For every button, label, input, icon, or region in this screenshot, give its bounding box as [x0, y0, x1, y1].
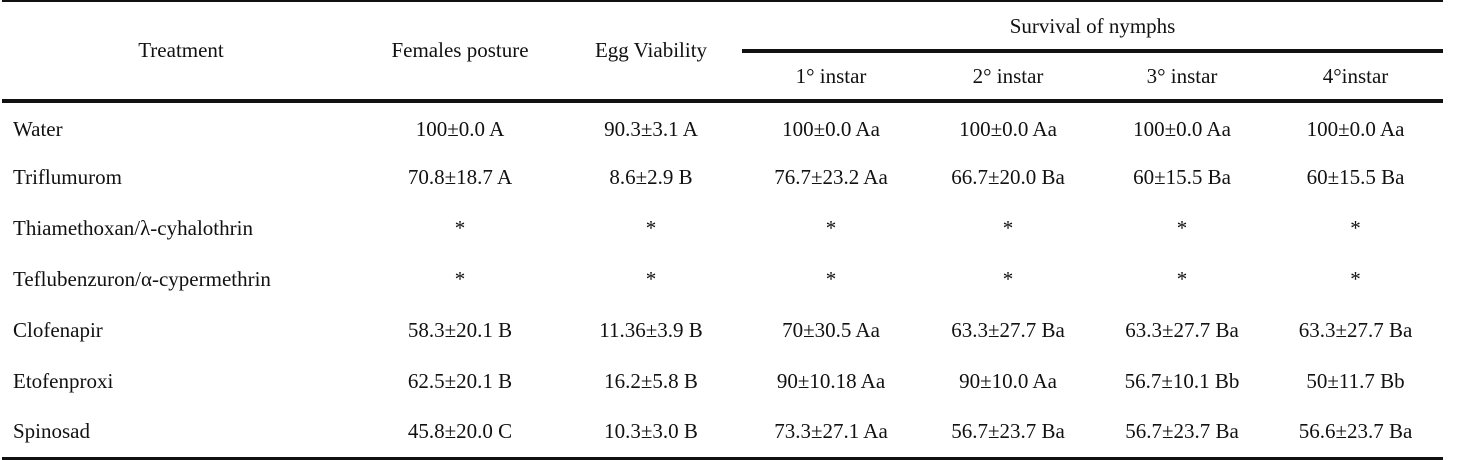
table-row — [2, 152, 1443, 203]
cell-egg-viability: 10.3±3.0 B — [560, 407, 742, 458]
cell-instar-4: 63.3±27.7 Ba — [1298, 318, 1413, 342]
header-instar-1: 1° instar — [742, 51, 920, 101]
cell-instar-1: 90±10.18 Aa — [776, 369, 886, 393]
header-females-posture: Females posture — [360, 1, 560, 101]
table-header — [2, 1, 1443, 101]
table-row — [2, 407, 1443, 458]
cell-instar-1: 70±30.5 Aa — [782, 318, 880, 342]
cell-instar-1: 73.3±27.1 Aa — [742, 407, 920, 458]
header-row-top — [2, 1, 1443, 51]
cell-instar-3: 100±0.0 Aa — [1133, 117, 1231, 141]
cell-instar-2: * — [1002, 267, 1014, 291]
cell-females-posture: * — [454, 267, 466, 291]
cell-females-posture: * — [454, 216, 466, 240]
cell-instar-3: * — [1176, 267, 1188, 291]
table-row — [2, 254, 1443, 305]
cell-instar-3: 56.7±10.1 Bb — [1124, 369, 1240, 393]
cell-females-posture: 58.3±20.1 B — [407, 318, 513, 342]
cell-instar-2: 66.7±20.0 Ba — [951, 165, 1065, 189]
header-treatment: Treatment — [2, 1, 360, 101]
cell-instar-1: * — [825, 267, 837, 291]
table-row — [2, 356, 1443, 407]
header-instar-2: 2° instar — [920, 51, 1096, 101]
cell-treatment: Teflubenzuron/α-cypermethrin — [13, 267, 271, 291]
table-row — [2, 101, 1443, 152]
cell-instar-3: 56.7±23.7 Ba — [1096, 407, 1268, 458]
header-egg-viability: Egg Viability — [560, 1, 742, 101]
cell-instar-2: 56.7±23.7 Ba — [920, 407, 1096, 458]
cell-instar-2: 63.3±27.7 Ba — [951, 318, 1065, 342]
cell-treatment: Spinosad — [2, 407, 360, 458]
cell-females-posture: 45.8±20.0 C — [360, 407, 560, 458]
cell-instar-2: 100±0.0 Aa — [959, 117, 1057, 141]
cell-females-posture: 100±0.0 A — [415, 117, 505, 141]
table-row — [2, 203, 1443, 254]
table-body — [2, 101, 1443, 458]
results-table — [2, 0, 1443, 460]
cell-females-posture: 62.5±20.1 B — [407, 369, 513, 393]
header-survival-of-nymphs: Survival of nymphs — [742, 1, 1443, 51]
header-instar-4: 4°instar — [1268, 51, 1443, 101]
cell-egg-viability: 8.6±2.9 B — [609, 165, 693, 189]
cell-treatment: Thiamethoxan/λ-cyhalothrin — [13, 216, 253, 240]
cell-egg-viability: * — [645, 216, 657, 240]
results-table-container — [2, 0, 1443, 460]
cell-instar-2: * — [1002, 216, 1014, 240]
cell-instar-4: 56.6±23.7 Ba — [1268, 407, 1443, 458]
cell-treatment: Clofenapir — [13, 318, 103, 342]
cell-instar-4: * — [1350, 216, 1361, 240]
cell-instar-1: * — [825, 216, 837, 240]
cell-instar-4: 100±0.0 Aa — [1306, 117, 1405, 141]
cell-instar-3: * — [1176, 216, 1188, 240]
cell-instar-3: 60±15.5 Ba — [1133, 165, 1231, 189]
cell-egg-viability: 16.2±5.8 B — [604, 369, 698, 393]
cell-egg-viability: 90.3±3.1 A — [604, 117, 698, 141]
table-row — [2, 305, 1443, 356]
cell-instar-4: * — [1350, 267, 1361, 291]
cell-instar-1: 76.7±23.2 Aa — [774, 165, 888, 189]
cell-instar-4: 50±11.7 Bb — [1306, 369, 1405, 393]
cell-instar-4: 60±15.5 Ba — [1306, 165, 1405, 189]
cell-egg-viability: * — [645, 267, 657, 291]
cell-instar-2: 90±10.0 Aa — [959, 369, 1057, 393]
cell-treatment: Water — [13, 117, 63, 141]
cell-treatment: Etofenproxi — [13, 369, 114, 393]
cell-egg-viability: 11.36±3.9 B — [599, 318, 703, 342]
cell-females-posture: 70.8±18.7 A — [407, 165, 513, 189]
cell-instar-1: 100±0.0 Aa — [782, 117, 880, 141]
cell-instar-3: 63.3±27.7 Ba — [1125, 318, 1239, 342]
cell-treatment: Triflumurom — [13, 165, 122, 189]
header-instar-3: 3° instar — [1096, 51, 1268, 101]
